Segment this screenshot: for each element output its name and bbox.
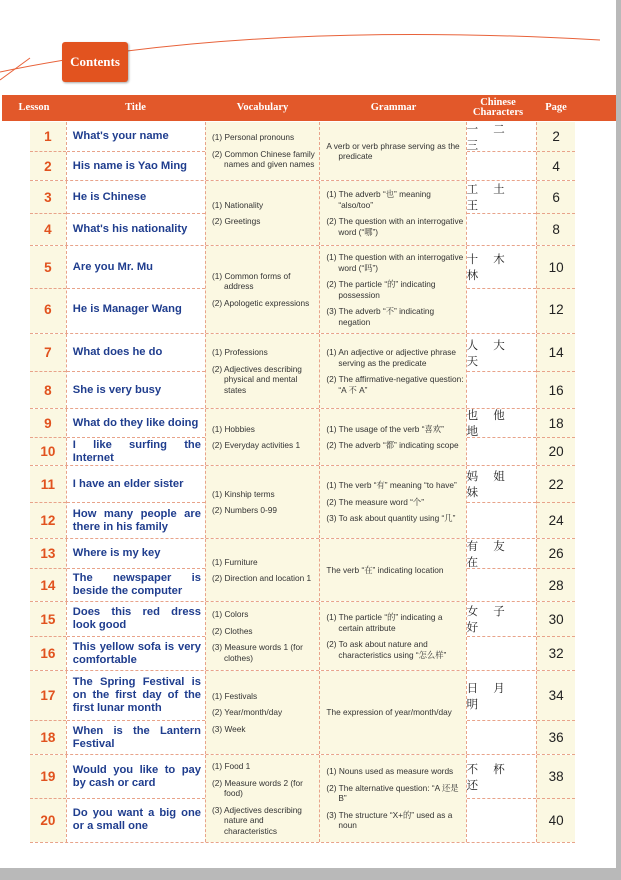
vocabulary-item: (1) Furniture	[212, 556, 258, 567]
lesson-title: He is Manager Wang	[67, 288, 205, 330]
grammar-item: (1) The question with an interrogative word (“吗”)	[326, 252, 464, 273]
vocabulary-item: (1) Kinship terms	[212, 488, 275, 499]
grammar-item: (2) To ask about nature and characteristics using “怎么样”	[326, 639, 447, 660]
lesson-title: What does he do	[72, 346, 163, 358]
lesson-number: 15	[40, 611, 56, 627]
title-column	[66, 539, 205, 601]
grammar-item: (1) The usage of the verb “喜欢”	[326, 423, 444, 434]
chinese-characters-column	[466, 181, 537, 245]
vocabulary-item: (2) Measure words 2 (for food)	[212, 777, 303, 798]
chinese-characters-column	[466, 539, 537, 601]
vocabulary-cell	[205, 539, 319, 601]
title-column	[66, 671, 205, 754]
lesson-group	[30, 246, 575, 334]
grammar-item: (2) The alternative question: “A 还是 B”	[326, 782, 459, 804]
header-grammar: Grammar	[370, 102, 417, 113]
page-number: 34	[548, 688, 564, 703]
header-title: Title	[125, 102, 146, 113]
chinese-characters-column	[466, 246, 537, 333]
grammar-item: (1) The adverb “也” meaning “also/too”	[326, 189, 431, 210]
grammar-item: (1) The verb “有” meaning “to have”	[326, 480, 457, 491]
chinese-characters	[467, 502, 537, 538]
grammar-item: (1) The particle “的” indicating a certain attribute	[326, 612, 443, 633]
lesson-number: 18	[30, 720, 66, 754]
grammar-item: (3) The structure “X+的” used as a noun	[326, 809, 453, 831]
header-lesson: Lesson	[18, 102, 50, 113]
page-number: 14	[548, 345, 564, 360]
page-number: 18	[548, 415, 564, 431]
chinese-characters	[467, 798, 537, 841]
table-header	[2, 95, 616, 121]
vocabulary-item: (2) Direction and location 1	[212, 573, 312, 583]
lesson-number-column	[30, 466, 66, 538]
vocabulary-item: (1) Hobbies	[212, 423, 255, 434]
chinese-characters: 女 子 好	[466, 606, 511, 634]
lesson-number-column	[30, 122, 66, 180]
lesson-title: Are you Mr. Mu	[72, 260, 153, 273]
grammar-cell	[319, 409, 465, 465]
lesson-number-column	[30, 539, 66, 601]
lesson-number: 9	[44, 415, 52, 431]
grammar-cell	[319, 181, 465, 245]
chinese-characters	[467, 213, 537, 245]
grammar-cell	[319, 602, 465, 670]
lesson-title: When is the Lantern Festival	[67, 720, 205, 754]
lesson-number: 20	[30, 798, 66, 841]
contents-title: Contents	[70, 54, 120, 69]
vocabulary-item: (1) Colors	[212, 609, 249, 619]
page-column	[536, 334, 575, 408]
contents-tag	[62, 42, 128, 82]
lesson-number: 10	[30, 437, 66, 465]
grammar-item: A verb or verb phrase serving as the predicate	[326, 140, 460, 161]
chinese-characters: 人 大 天	[466, 339, 511, 368]
grammar-item: (2) The question with an interrogative word (“哪”)	[326, 216, 464, 237]
chinese-characters-column	[466, 466, 537, 538]
lesson-title: What's your name	[72, 130, 169, 142]
chinese-characters: 一 二 三	[466, 123, 511, 152]
lesson-title: Does this red dress look good	[72, 606, 201, 631]
chinese-characters-column	[466, 602, 537, 670]
lesson-number-column	[30, 409, 66, 465]
page-number: 24	[537, 502, 575, 538]
lesson-number: 1	[44, 129, 52, 144]
lesson-number-column	[30, 602, 66, 670]
lesson-group	[30, 671, 575, 755]
page-number: 28	[537, 568, 575, 601]
vocabulary-item: (2) Numbers 0-99	[212, 505, 278, 515]
grammar-cell	[319, 539, 465, 601]
vocabulary-cell	[205, 334, 319, 408]
page-number: 36	[537, 720, 575, 754]
page-number: 10	[548, 259, 564, 275]
lesson-number: 13	[40, 546, 56, 561]
lesson-title: I like surfing the Internet	[67, 437, 205, 465]
lesson-number: 2	[30, 151, 66, 180]
chinese-characters-column	[466, 334, 537, 408]
chinese-characters	[467, 568, 537, 601]
lesson-number-column	[30, 671, 66, 754]
chinese-characters: 工 土 王	[466, 184, 511, 212]
lesson-number: 14	[30, 568, 66, 601]
chinese-characters: 也 他 地	[466, 410, 511, 438]
page-column	[536, 671, 575, 754]
vocabulary-item: (3) Week	[212, 723, 246, 734]
vocabulary-cell	[205, 409, 319, 465]
lesson-title: The Spring Festival is on the first day of the first lunar month	[72, 676, 201, 714]
page-number: 2	[552, 129, 560, 144]
vocabulary-item: (2) Apologetic expressions	[212, 297, 310, 308]
lesson-number: 3	[44, 189, 52, 205]
vocabulary-item: (2) Common Chinese family names and given names	[212, 148, 315, 170]
lesson-number-column	[30, 755, 66, 842]
chinese-characters: 妈 姐 妹	[466, 471, 511, 499]
grammar-item: (3) The adverb “不” indicating negation	[326, 306, 435, 327]
vocabulary-item: (2) Clothes	[212, 625, 253, 636]
grammar-item: The expression of year/month/day	[326, 707, 452, 718]
title-column	[66, 409, 205, 465]
chinese-characters	[467, 151, 537, 180]
lesson-title: She is very busy	[67, 371, 205, 408]
lesson-number: 7	[44, 345, 52, 360]
header-vocabulary: Vocabulary	[236, 102, 289, 113]
page-number: 32	[537, 636, 575, 670]
page-number: 4	[537, 151, 575, 180]
title-column	[66, 755, 205, 842]
vocabulary-cell	[205, 246, 319, 333]
chinese-characters: 不 杯 还	[466, 763, 511, 792]
lesson-title: He is Chinese	[72, 190, 147, 203]
chinese-characters: 十 木 林	[466, 254, 511, 282]
chinese-characters-column	[466, 409, 537, 465]
grammar-cell	[319, 122, 465, 180]
title-column	[66, 466, 205, 538]
vocabulary-cell	[205, 602, 319, 670]
grammar-item: (1) An adjective or adjective phrase serving as the predicate	[326, 347, 456, 368]
title-column	[66, 181, 205, 245]
vocabulary-item: (2) Greetings	[212, 216, 261, 226]
grammar-cell	[319, 671, 465, 754]
page-column	[536, 122, 575, 180]
title-column	[66, 334, 205, 408]
lesson-number-column	[30, 246, 66, 333]
grammar-item: (3) To ask about quantity using “几”	[326, 513, 456, 524]
page-number: 40	[537, 798, 575, 841]
page-number: 20	[537, 437, 575, 465]
lesson-title: This yellow sofa is very comfortable	[67, 636, 205, 670]
chinese-characters	[467, 288, 537, 330]
grammar-item: The verb “在” indicating location	[326, 564, 444, 575]
title-column	[66, 246, 205, 333]
header-page: Page	[545, 102, 567, 113]
chinese-characters	[467, 636, 537, 670]
vocabulary-item: (3) Measure words 1 (for clothes)	[212, 642, 303, 663]
header-chinese-characters: Chinese Characters	[472, 97, 524, 118]
vocabulary-item: (2) Year/month/day	[212, 707, 283, 718]
lesson-number: 12	[30, 502, 66, 538]
vocabulary-cell	[205, 466, 319, 538]
lesson-number-column	[30, 181, 66, 245]
lesson-group	[30, 334, 575, 409]
page-number: 38	[548, 769, 564, 784]
contents-table	[30, 122, 575, 843]
title-column	[66, 122, 205, 180]
lesson-group	[30, 539, 575, 602]
grammar-cell	[319, 466, 465, 538]
grammar-cell	[319, 334, 465, 408]
page-number: 6	[552, 189, 560, 205]
lesson-title: Where is my key	[72, 547, 161, 559]
lesson-title: What do they like doing	[72, 416, 199, 429]
lesson-number: 6	[30, 288, 66, 330]
vocabulary-item: (1) Festivals	[212, 690, 258, 701]
grammar-cell	[319, 246, 465, 333]
lesson-title: What's his nationality	[67, 213, 205, 245]
chinese-characters	[467, 437, 537, 465]
page-column	[536, 181, 575, 245]
lesson-group	[30, 122, 575, 181]
lesson-title: The newspaper is beside the computer	[67, 568, 205, 601]
lesson-title: His name is Yao Ming	[67, 151, 205, 180]
lesson-number-column	[30, 334, 66, 408]
vocabulary-item: (3) Adjectives describing nature and characteristics	[212, 804, 302, 836]
vocabulary-item: (1) Nationality	[212, 199, 264, 210]
page-column	[536, 755, 575, 842]
vocabulary-item: (1) Professions	[212, 347, 268, 357]
lesson-number: 11	[40, 476, 56, 492]
chinese-characters-column	[466, 755, 537, 842]
lesson-group	[30, 409, 575, 466]
lesson-group	[30, 755, 575, 843]
chinese-characters	[467, 371, 537, 408]
lesson-number: 8	[30, 371, 66, 408]
lesson-title: How many people are there in his family	[67, 502, 205, 538]
lesson-group	[30, 181, 575, 246]
page-number: 8	[537, 213, 575, 245]
lesson-number: 5	[44, 259, 52, 275]
page-number: 26	[548, 546, 564, 561]
vocabulary-cell	[205, 671, 319, 754]
lesson-title: Do you want a big one or a small one	[67, 798, 205, 841]
vocabulary-item: (2) Everyday activities 1	[212, 440, 301, 450]
vocabulary-cell	[205, 755, 319, 842]
page-column	[536, 409, 575, 465]
page-number: 12	[537, 288, 575, 330]
lesson-title: I have an elder sister	[72, 477, 184, 490]
vocabulary-cell	[205, 181, 319, 245]
vocabulary-item: (1) Food 1	[212, 761, 251, 771]
page-column	[536, 246, 575, 333]
vocabulary-item: (1) Personal pronouns	[212, 132, 295, 143]
page-column	[536, 539, 575, 601]
lesson-number: 17	[40, 688, 56, 703]
chinese-characters-column	[466, 122, 537, 180]
lesson-number: 19	[40, 769, 56, 784]
chinese-characters-column	[466, 671, 537, 754]
grammar-item: (2) The affirmative-negative question: “A 不 A”	[326, 374, 464, 395]
page-column	[536, 602, 575, 670]
lesson-number: 4	[30, 213, 66, 245]
vocabulary-item: (1) Common forms of address	[212, 270, 291, 292]
grammar-item: (2) The particle “的” indicating possession	[326, 279, 436, 300]
grammar-cell	[319, 755, 465, 842]
page-number: 22	[548, 476, 564, 492]
lesson-group	[30, 602, 575, 671]
grammar-item: (2) The adverb “都” indicating scope	[326, 440, 459, 450]
lesson-number: 16	[30, 636, 66, 670]
grammar-item: (1) Nouns used as measure words	[326, 766, 454, 777]
title-column	[66, 602, 205, 670]
chinese-characters	[467, 720, 537, 754]
lesson-title: Would you like to pay by cash or card	[72, 763, 201, 789]
chinese-characters: 有 友 在	[466, 540, 511, 569]
lesson-group	[30, 466, 575, 539]
page-number: 30	[548, 611, 564, 627]
chinese-characters: 日 月 明	[466, 682, 511, 711]
grammar-item: (2) The measure word “个”	[326, 496, 424, 507]
page-column	[536, 466, 575, 538]
page-number: 16	[537, 371, 575, 408]
vocabulary-item: (2) Adjectives describing physical and mental states	[212, 363, 302, 395]
vocabulary-cell	[205, 122, 319, 180]
